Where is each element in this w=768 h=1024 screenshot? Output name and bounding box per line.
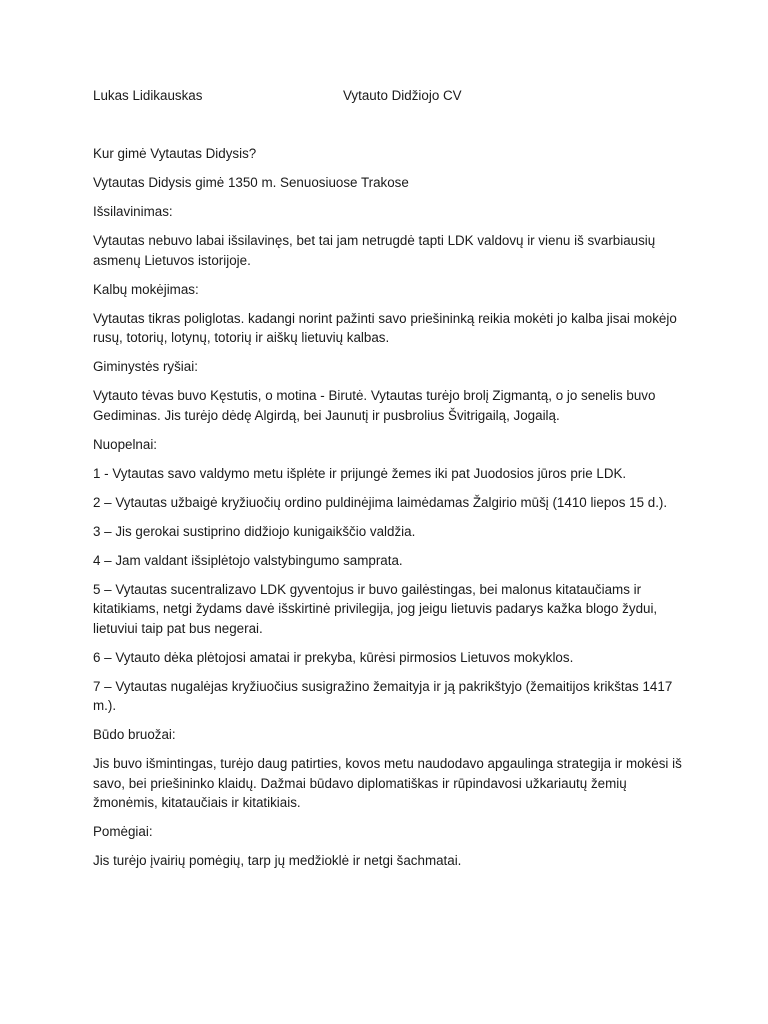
document-title: Vytauto Didžiojo CV <box>343 88 462 103</box>
achievement-item-7: 7 – Vytautas nugalėjas kryžiuočius susigražino žemaityja ir ją pakrikštyjo (žemaitijos krikštas 1417 m.). <box>93 678 673 713</box>
section-text-languages: Vytautas tikras poliglotas. kadangi norint pažinti savo priešininką reikia mokėti jo kalba jisai mokėjo rusų, totorių, lotynų, totorių ir aiškų lietuvių kalbas. <box>93 310 677 345</box>
document-content <box>93 86 683 880</box>
section-heading-traits: Būdo bruožai: <box>93 727 176 742</box>
answer-birthplace: Vytautas Didysis gimė 1350 m. Senuosiuose Trakose <box>93 175 409 190</box>
section-text-family: Vytauto tėvas buvo Kęstutis, o motina - Birutė. Vytautas turėjo brolį Zigmantą, o jo senelis buvo Gediminas. Jis turėjo dėdę Algirdą, bei Jaunutį ir pusbrolius Švitrigailą, Jogailą. <box>93 388 656 423</box>
section-heading-achievements: Nuopelnai: <box>93 436 158 452</box>
section-heading-family: Giminystės ryšiai: <box>93 359 198 374</box>
achievement-item-3: 3 – Jis gerokai sustiprino didžiojo kunigaikščio valdžia. <box>93 523 416 539</box>
section-heading-hobbies: Pomėgiai: <box>93 824 153 839</box>
section-text-hobbies: Jis turėjo įvairių pomėgių, tarp jų medžioklė ir netgi šachmatai. <box>93 853 462 868</box>
document-header <box>93 86 683 106</box>
achievement-item-2: 2 – Vytautas užbaigė kryžiuočių ordino puldinėjima laimėdamas Žalgirio mūšį (1410 liepos 15 d.). <box>93 494 668 510</box>
section-heading-education: Išsilavinimas: <box>93 204 173 219</box>
section-heading-languages: Kalbų mokėjimas: <box>93 281 199 297</box>
question-birthplace: Kur gimė Vytautas Didysis? <box>93 146 257 161</box>
section-text-traits: Jis buvo išmintingas, turėjo daug patirties, kovos metu naudodavo apgaulinga strategija ir mokėsi iš savo, bei priešininko klaidų. Dažmai būdavo diplomatiškas ir rūpindavosi užkariautų žemių žmonėmis, kitataučiais ir kitatikiais. <box>93 756 682 810</box>
section-text-education: Vytautas nebuvo labai išsilavinęs, bet tai jam netrugdė tapti LDK valdovų ir vienu iš svarbiausių asmenų Lietuvos istorijoje. <box>93 233 656 268</box>
achievement-item-6: 6 – Vytauto dėka plėtojosi amatai ir prekyba, kūrėsi pirmosios Lietuvos mokyklos. <box>93 649 574 665</box>
achievement-item-4: 4 – Jam valdant išsiplėtojo valstybingumo samprata. <box>93 552 403 568</box>
achievement-item-5: 5 – Vytautas sucentralizavo LDK gyventojus ir buvo gailėstingas, bei malonus kitataučiams ir kitatikiams, netgi žydams davė išskirtinė privilegija, jog jeigu lietuvis padarys kažka blogo žydui, lietuviui taip pat bus negerai. <box>93 581 658 636</box>
achievement-item-1: 1 - Vytautas savo valdymo metu išplėte ir prijungė žemes iki pat Juodosios jūros prie LDK. <box>93 465 627 481</box>
author-name: Lukas Lidikauskas <box>93 88 203 103</box>
